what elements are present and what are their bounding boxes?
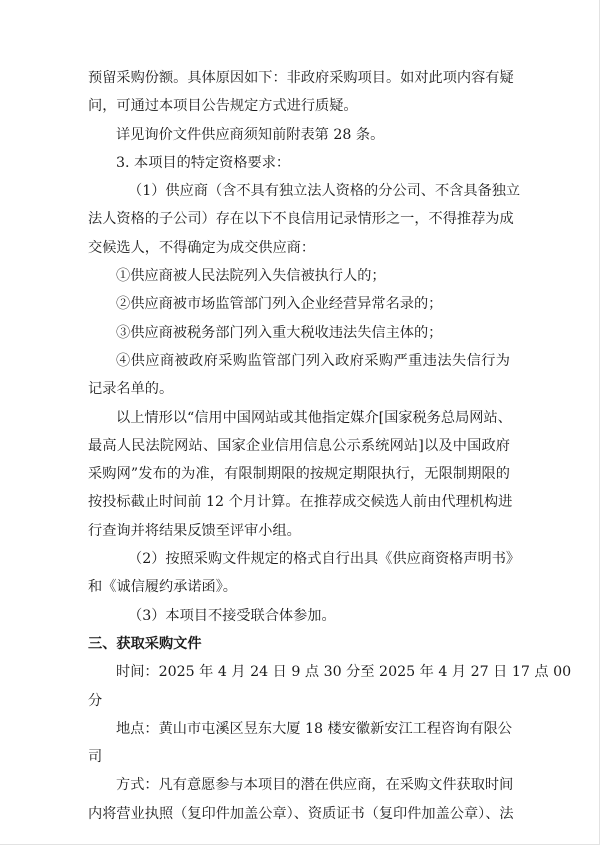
text-line: 问，可通过本项目公告规定方式进行质疑。 <box>88 98 358 115</box>
text-line: （2）按照采购文件规定的格式自行出具《供应商资格声明书》 <box>128 551 521 568</box>
text-line: 预留采购份额。具体原因如下：非政府采购项目。如对此项内容有疑 <box>88 70 514 86</box>
section-heading: 三、获取采购文件 <box>88 635 202 652</box>
text-line: 交候选人，不得确定为成交供应商： <box>88 239 316 256</box>
document-body <box>88 64 572 828</box>
text-line: 最高人民法院网站、国家企业信用信息公示系统网站]以及中国政府 <box>88 437 510 454</box>
text-line: 记录名单的。 <box>88 381 174 398</box>
list-item: ②供应商被市场监管部门列入企业经营异常名录的； <box>116 296 443 313</box>
list-item: ④供应商被政府采购监管部门列入政府采购严重违法失信行为 <box>116 352 510 369</box>
text-line: 时间：2025 年 4 月 24 日 9 点 30 分至 2025 年 4 月 27 日 17 点 00 <box>116 664 572 681</box>
text-line: 和《诚信履约承诺函》。 <box>88 579 237 596</box>
text-line: 详见询价文件供应商须知前附表第 28 条。 <box>116 126 385 143</box>
text-line: 法人资格的子公司）存在以下不良信用记录情形之一，不得推荐为成 <box>88 211 514 228</box>
section-subheading: 3. 本项目的特定资格要求： <box>116 154 291 171</box>
list-item: ③供应商被税务部门列入重大税收违法失信主体的； <box>116 324 443 341</box>
text-line: 分 <box>88 692 103 709</box>
text-line: 地点：黄山市屯溪区昱东大厦 18 楼安徽新安江工程咨询有限公 <box>116 720 512 737</box>
text-line: 司 <box>88 749 103 766</box>
text-line: （3）本项目不接受联合体参加。 <box>128 607 336 624</box>
text-line: 按投标截止时间前 12 个月计算。在推荐成交候选人前由代理机构进 <box>88 494 513 511</box>
text-line: 内将营业执照（复印件加盖公章）、资质证书（复印件加盖公章）、法 <box>88 805 514 822</box>
text-line: 采购网”发布的为准，有限制期限的按规定期限执行，无限制期限的 <box>88 466 510 483</box>
text-line: 方式：凡有意愿参与本项目的潜在供应商，在采购文件获取时间 <box>116 777 514 794</box>
text-line: 以上情形以“信用中国网站或其他指定媒介[国家税务总局网站、 <box>116 409 512 426</box>
text-line: 行查询并将结果反馈至评审小组。 <box>88 522 301 539</box>
text-line: （1）供应商（含不具有独立法人资格的分公司、不含具备独立 <box>128 183 521 200</box>
list-item: ①供应商被人民法院列入失信被执行人的； <box>116 268 386 285</box>
